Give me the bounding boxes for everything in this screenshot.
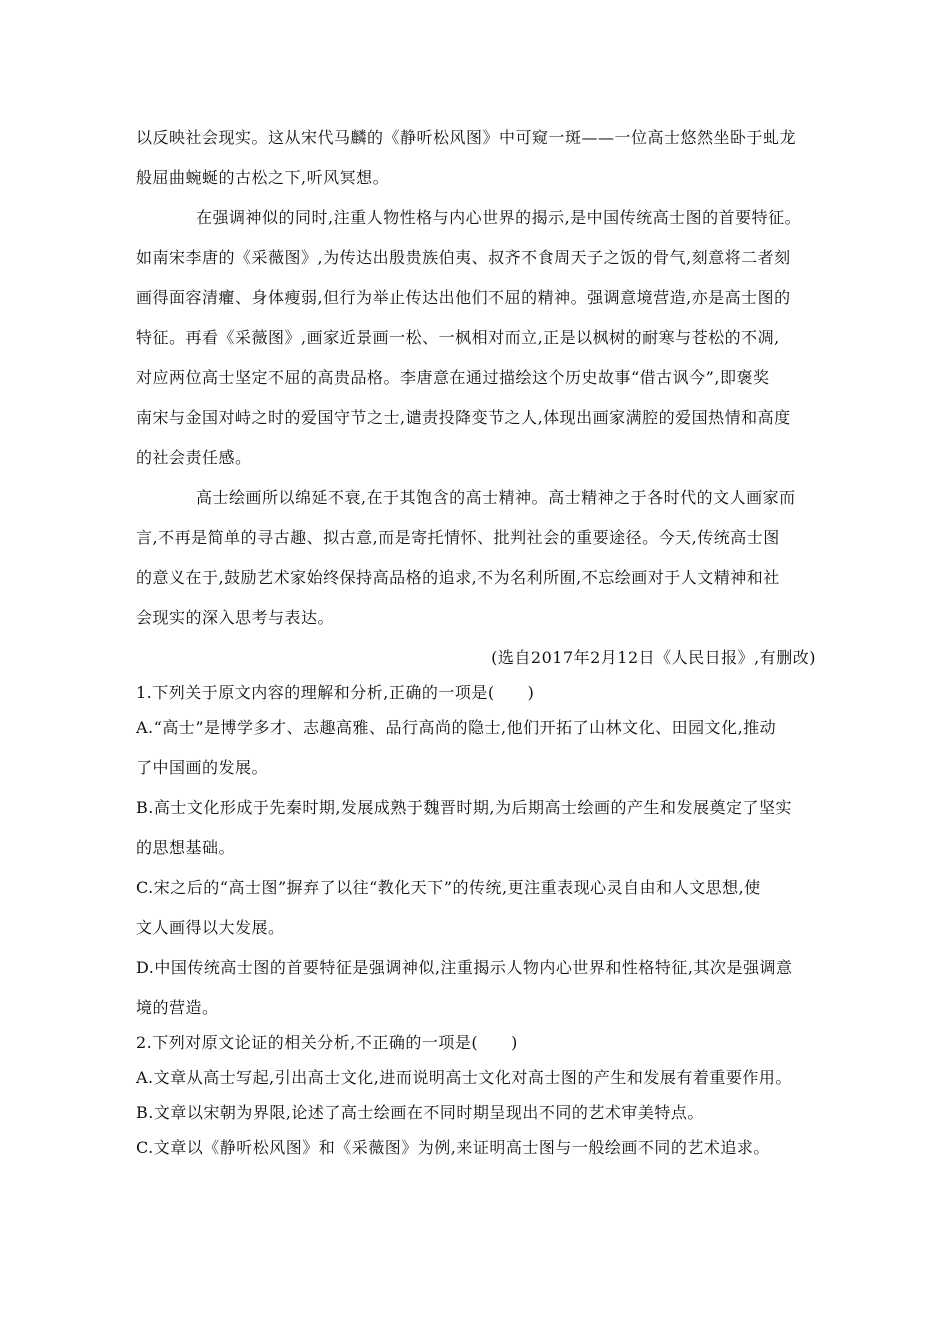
passage-line-1: 以反映社会现实。这从宋代马麟的《静听松风图》中可窥一斑——一位高士悠然坐卧于虬龙 [136,128,797,147]
passage-line-12: 的意义在于,鼓励艺术家始终保持高品格的追求,不为名利所囿,不忘绘画对于人文精神和社 [136,568,780,587]
passage-line-8: 南宋与金国对峙之时的爱国守节之士,谴责投降变节之人,体现出画家满腔的爱国热情和高度 [136,408,791,427]
question-1-option-b: B.高士文化形成于先秦时期,发展成熟于魏晋时期,为后期高士绘画的产生和发展奠定了坚实 [136,798,793,817]
passage-line-2: 般屈曲蜿蜒的古松之下,听风冥想。 [136,168,390,187]
question-1-option-c: C.宋之后的“高士图”摒弃了以往“教化天下”的传统,更注重表现心灵自由和人文思想,使 [136,878,761,897]
question-1-option-d: D.中国传统高士图的首要特征是强调神似,注重揭示人物内心世界和性格特征,其次是强调意 [136,958,793,977]
question-1-option-a-cont: 了中国画的发展。 [136,758,269,777]
passage-line-11: 言,不再是简单的寻古趣、拟古意,而是寄托情怀、批判社会的重要途径。今天,传统高士图 [136,528,780,547]
passage-line-10: 高士绘画所以绵延不衰,在于其饱含的高士精神。高士精神之于各时代的文人画家而 [196,488,796,507]
source-citation: (选自2017年2月12日《人民日报》,有删改) [491,648,816,667]
question-2-stem: 2.下列对原文论证的相关分析,不正确的一项是( ) [136,1033,518,1052]
passage-line-4: 如南宋李唐的《采薇图》,为传达出殷贵族伯夷、叔齐不食周天子之饭的骨气,刻意将二者刻 [136,248,791,267]
question-1-option-b-cont: 的思想基础。 [136,838,236,857]
question-1-option-d-cont: 境的营造。 [136,998,219,1017]
passage-line-9: 的社会责任感。 [136,448,252,467]
passage-line-7: 对应两位高士坚定不屈的高贵品格。李唐意在通过描绘这个历史故事“借古讽今”,即褒奖 [136,368,770,387]
question-2-option-c: C.文章以《静听松风图》和《采薇图》为例,来证明高士图与一般绘画不同的艺术追求。 [136,1138,770,1157]
passage-line-13: 会现实的深入思考与表达。 [136,608,335,627]
question-2-option-b: B.文章以宋朝为界限,论述了高士绘画在不同时期呈现出不同的艺术审美特点。 [136,1103,704,1122]
question-1-option-c-cont: 文人画得以大发展。 [136,918,285,937]
passage-line-6: 特征。再看《采薇图》,画家近景画一松、一枫相对而立,正是以枫树的耐寒与苍松的不凋, [136,328,780,347]
passage-line-3: 在强调神似的同时,注重人物性格与内心世界的揭示,是中国传统高士图的首要特征。 [196,208,802,227]
question-1-stem: 1.下列关于原文内容的理解和分析,正确的一项是( ) [136,683,535,702]
question-1-option-a: A.“高士”是博学多才、志趣高雅、品行高尚的隐士,他们开拓了山林文化、田园文化,推动 [136,718,777,737]
passage-line-5: 画得面容清癯、身体瘦弱,但行为举止传达出他们不屈的精神。强调意境营造,亦是高士图的 [136,288,791,307]
question-2-option-a: A.文章从高士写起,引出高士文化,进而说明高士文化对高士图的产生和发展有着重要作用。 [136,1068,792,1087]
